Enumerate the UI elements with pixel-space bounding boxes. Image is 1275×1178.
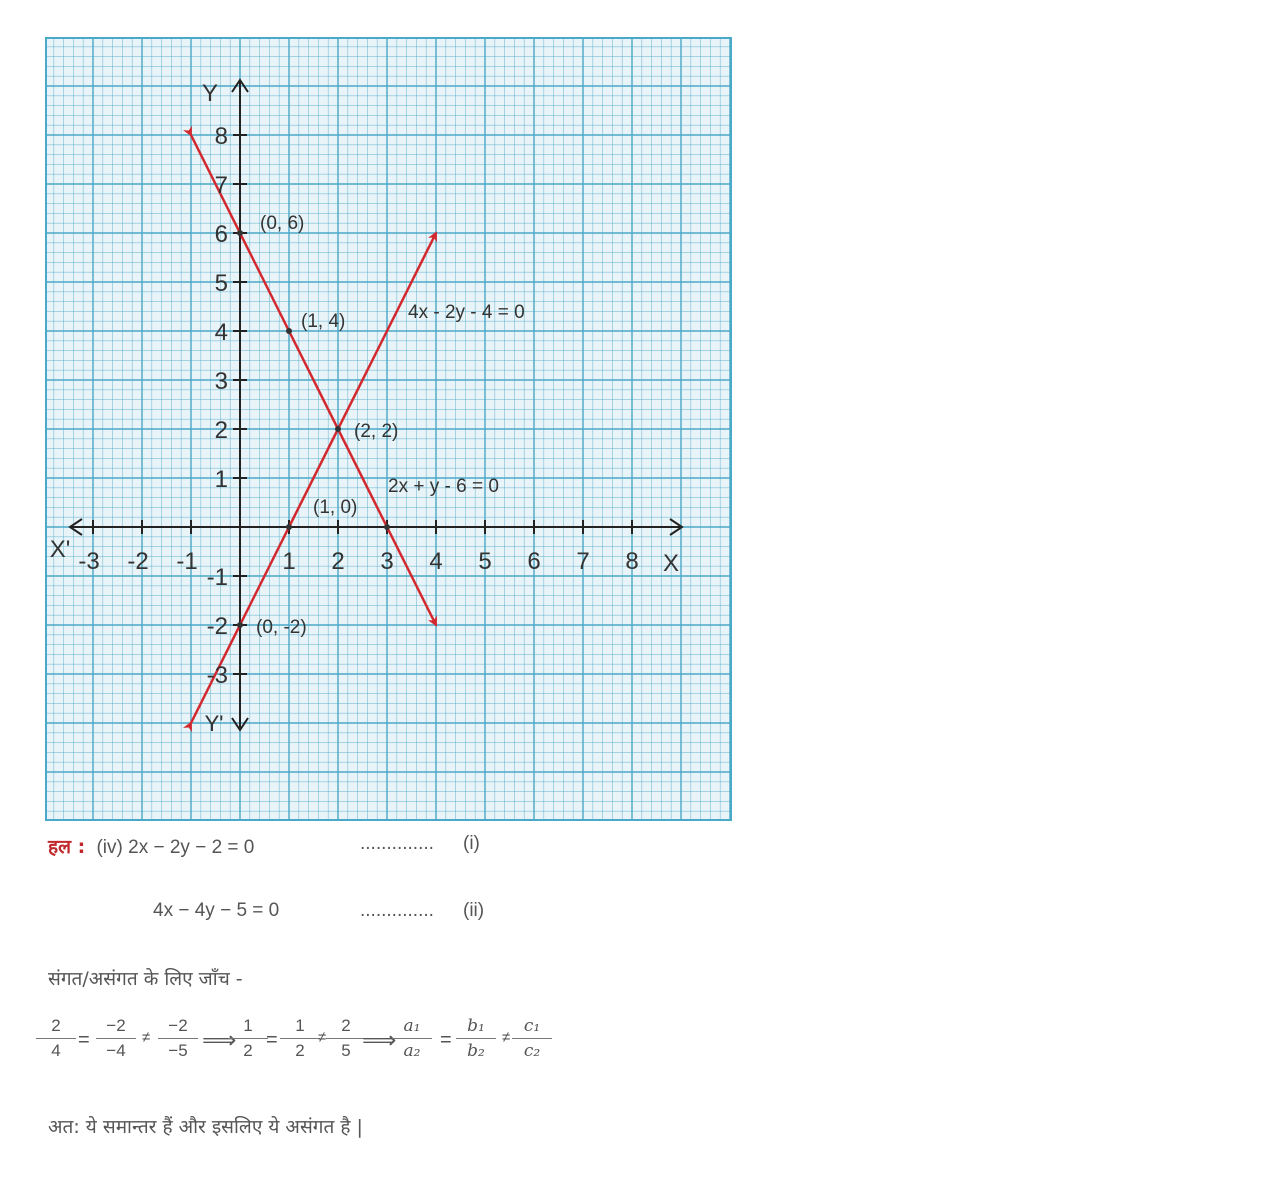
- solution-line-1: [48, 833, 254, 859]
- not-equal-sign: ≠: [142, 1029, 151, 1046]
- equals-sign: =: [440, 1029, 452, 1051]
- y-tick-label: 1: [214, 466, 228, 493]
- solution-heading: हल :: [48, 836, 86, 858]
- x-neg-axis-label: X': [49, 536, 71, 563]
- fraction-4: $\frac{1}{2}$: [228, 1016, 268, 1061]
- x-tick-label: 5: [478, 548, 492, 575]
- y-tick-label: -1: [206, 564, 228, 591]
- y-tick-label: 2: [214, 417, 228, 444]
- x-tick-label: 3: [380, 548, 394, 575]
- not-equal-sign: ≠: [502, 1029, 511, 1046]
- y-axis-label: Y: [201, 80, 219, 107]
- x-tick-label: 1: [282, 548, 296, 575]
- y-tick-label: 6: [214, 221, 228, 248]
- point-label: (1, 0): [313, 497, 358, 518]
- not-equal-sign: ≠: [318, 1029, 327, 1046]
- y-tick-label: 8: [214, 123, 228, 150]
- line-equation-label: 4x - 2y - 4 = 0: [408, 302, 525, 323]
- x-tick-label: 6: [527, 548, 541, 575]
- point-marker: [237, 230, 243, 236]
- point-label: (0, -2): [256, 617, 307, 638]
- consistency-check-heading: संगत/असंगत के लिए जाँच -: [48, 968, 243, 990]
- fraction-a1-a2: $\frac{\text{a₁}}{\text{a₂}}$: [392, 1016, 432, 1061]
- point-marker: [286, 328, 292, 334]
- x-tick-label: 8: [625, 548, 639, 575]
- line-equation-label: 2x + y - 6 = 0: [388, 476, 499, 497]
- equation-1-tag: (i): [463, 833, 480, 854]
- equation-1-dots: ..............: [360, 833, 434, 854]
- x-axis-label: X: [662, 550, 680, 577]
- implies-arrow: ⟹: [362, 1027, 397, 1054]
- fraction-5: $\frac{1}{2}$: [280, 1016, 320, 1061]
- y-tick-label: 7: [214, 172, 228, 199]
- y-tick-label: 3: [214, 368, 228, 395]
- fraction-1: $\frac{2}{4}$: [36, 1016, 76, 1061]
- point-label: (0, 6): [260, 213, 305, 234]
- conclusion-text: अत: ये समान्तर हैं और इसलिए ये असंगत है |: [48, 1116, 363, 1138]
- x-tick-label: 2: [331, 548, 345, 575]
- point-label: (2, 2): [354, 421, 399, 442]
- x-tick-label: -1: [176, 548, 198, 575]
- x-tick-label: 7: [576, 548, 590, 575]
- equation-2-tag: (ii): [463, 900, 485, 921]
- point-label: (1, 4): [301, 311, 346, 332]
- y-tick-label: -2: [206, 613, 228, 640]
- x-tick-label: -2: [127, 548, 149, 575]
- point-marker: [384, 524, 390, 530]
- x-tick-label: 4: [429, 548, 443, 575]
- implies-arrow: ⟹: [202, 1027, 237, 1054]
- x-tick-label: -3: [78, 548, 100, 575]
- fraction-6: $\frac{2}{5}$: [326, 1016, 366, 1061]
- y-neg-axis-label: Y': [204, 711, 224, 736]
- y-tick-label: 4: [214, 319, 228, 346]
- equals-sign: =: [78, 1029, 90, 1051]
- equals-sign: =: [266, 1029, 278, 1051]
- equation-2-dots: ..............: [360, 900, 434, 921]
- fraction-2: $\frac{-2}{-4}$: [96, 1016, 136, 1061]
- y-tick-label: -3: [206, 662, 228, 689]
- fraction-b1-b2: $\frac{\text{b₁}}{\text{b₂}}$: [456, 1016, 496, 1061]
- point-marker: [335, 426, 341, 432]
- fraction-3: $\frac{-2}{-5}$: [158, 1016, 198, 1061]
- point-marker: [286, 524, 292, 530]
- equation-1: (iv) 2x − 2y − 2 = 0: [96, 837, 255, 858]
- point-marker: [237, 622, 243, 628]
- y-tick-label: 5: [214, 270, 228, 297]
- equation-2: 4x − 4y − 5 = 0: [153, 900, 280, 921]
- fraction-c1-c2: $\frac{\text{c₁}}{\text{c₂}}$: [512, 1016, 552, 1061]
